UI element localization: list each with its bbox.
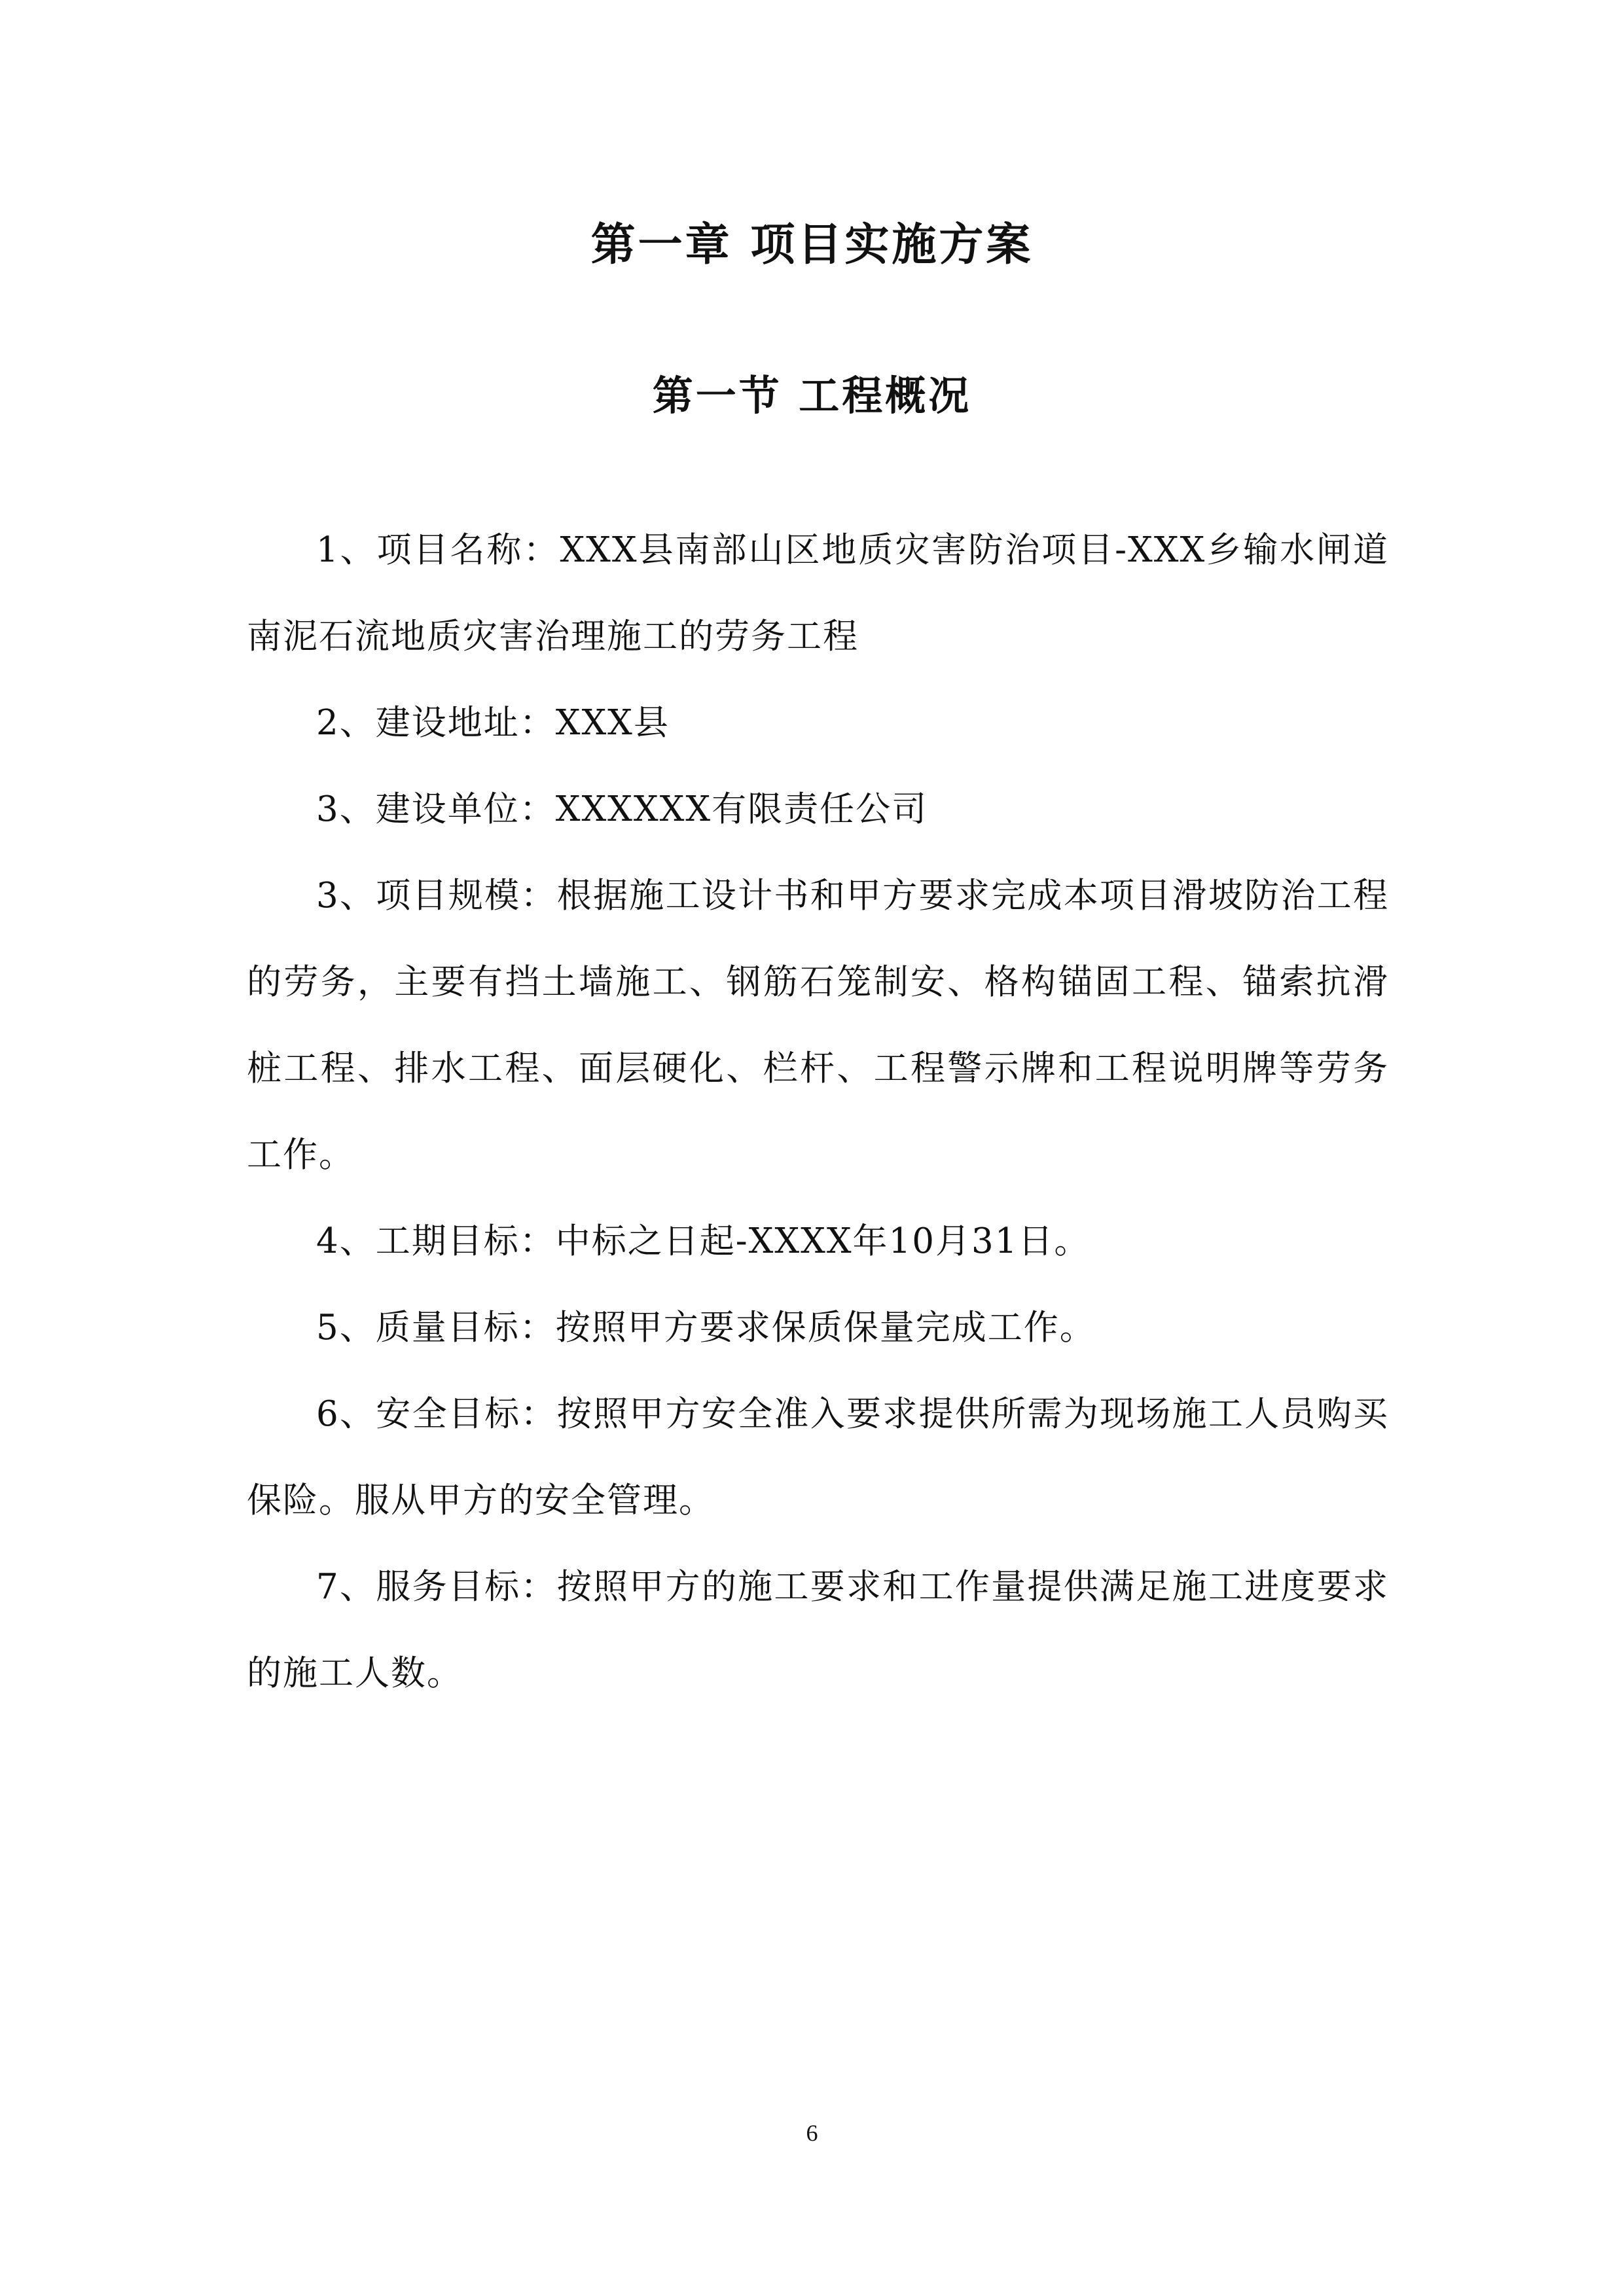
paragraph-service-goal: 7、服务目标：按照甲方的施工要求和工作量提供满足施工进度要求的施工人数。: [247, 1567, 1389, 1693]
body-text: [247, 507, 1389, 1717]
paragraph-project-scale: 3、项目规模：根据施工设计书和甲方要求完成本项目滑坡防治工程的劳务，主要有挡土墙施工、钢筋石笼制安、格构锚固工程、锚索抗滑桩工程、排水工程、面层硬化、栏杆、工程警示牌和工程说明牌等劳务工作。: [247, 876, 1389, 1175]
page-number: 6: [806, 2120, 818, 2146]
section-title: 第一节 工程概况: [652, 372, 972, 420]
paragraph-construction-address: 2、建设地址：XXX县: [316, 703, 670, 743]
paragraph-construction-unit: 3、建设单位：XXXXXX有限责任公司: [316, 789, 928, 829]
paragraph-schedule-goal: 4、工期目标：中标之日起-XXXX年10月31日。: [316, 1221, 1091, 1261]
paragraph-quality-goal: 5、质量目标：按照甲方要求保质保量完成工作。: [316, 1308, 1096, 1348]
chapter-title: 第一章 项目实施方案: [590, 219, 1034, 271]
paragraph-safety-goal: 6、安全目标：按照甲方安全准入要求提供所需为现场施工人员购买保险。服从甲方的安全管理。: [247, 1394, 1389, 1520]
paragraph-project-name: 1、项目名称：XXX县南部山区地质灾害防治项目-XXX乡输水闸道南泥石流地质灾害治理施工的劳务工程: [247, 530, 1389, 656]
